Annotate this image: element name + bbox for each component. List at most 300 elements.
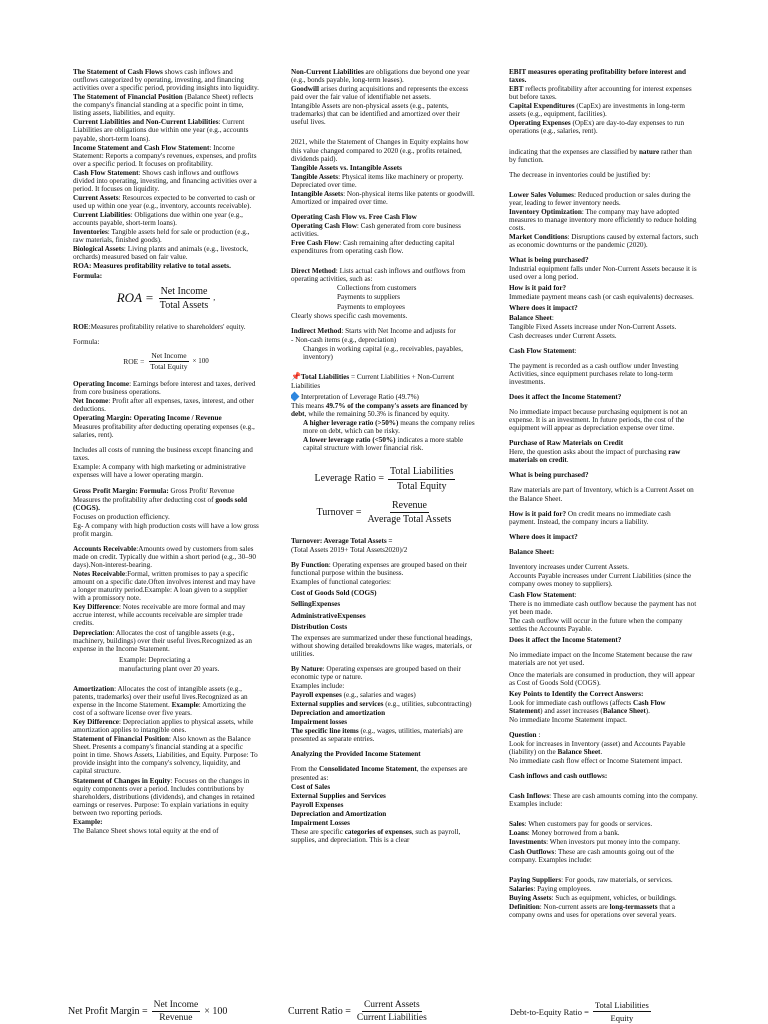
formula-tail: × 100 (192, 357, 209, 366)
text: means the company relies more on debt, which can be risky. (303, 419, 475, 436)
roa-formula (73, 286, 259, 311)
question-what-purchased: What is being purchased? (509, 256, 589, 265)
term: Cash Flow Statement (509, 698, 666, 715)
text: (e.g., salaries and wages) (341, 691, 416, 700)
tangible-vs-intangible-heading: Tangible Assets vs. Intangible Assets (291, 163, 402, 172)
text: (Balance Sheet) reflects the company's financial standing at a specific point in time, listing assets, liabilities, and equity. (73, 93, 254, 118)
term: Tangible Assets (291, 172, 339, 181)
formula-lhs: ROE = (123, 356, 145, 366)
raw-materials-intro (509, 448, 699, 464)
consolidated-item: Impairment Losses (291, 818, 350, 827)
fraction (366, 500, 454, 525)
text: : Money borrowed from a bank. (527, 829, 620, 838)
key-points-2: No immediate Income Statement impact. (509, 715, 627, 724)
term: categories of expenses (344, 827, 412, 836)
term: Payroll expenses (291, 691, 342, 700)
paragraph-indirect-method (291, 327, 479, 335)
paragraph-definition (509, 903, 699, 919)
formula-label: Formula: (73, 271, 103, 280)
term: Key Difference (73, 718, 119, 727)
paragraph-key-difference (73, 603, 259, 627)
answer-how-paid: Immediate payment means cash (or cash equivalents) decreases. (509, 293, 694, 302)
operating-margin-2: Includes all costs of running the business except financing and taxes. (73, 446, 253, 463)
text: : Disruptions caused by external factors, such as economic downturns or the pandemic (2020). (509, 233, 699, 250)
paragraph-net-income (73, 397, 259, 413)
direct-method-item: Collections from customers (337, 284, 417, 293)
term: Accounts Receivable (73, 544, 137, 553)
term: Total Liabilities (300, 372, 350, 381)
text: : Notes receivable are more formal and may accrue interest, while accounts receivable are simpler trade credits. (73, 603, 246, 628)
term: Key Difference (73, 603, 119, 612)
text: : These are cash amounts coming into the company. Examples include: (509, 792, 698, 809)
turnover-average-text: (Total Assets 2019+ Total Assets2020)/2 (291, 546, 408, 555)
term: Operating Expenses (509, 119, 571, 128)
question-where-impact: Where does it impact? (509, 304, 578, 313)
column-2 (291, 68, 479, 973)
by-function-examples: Examples of functional categories: (291, 578, 391, 587)
fraction (355, 1000, 429, 1023)
text: : Such as equipment, vehicles, or buildings. (551, 893, 677, 902)
text: = Current Liabilities + Non-Current Liabilities (291, 372, 455, 390)
formula-tail: × 100 (204, 1006, 228, 1017)
denominator: Total Equity (396, 480, 447, 492)
text: : Income Statement: Reports a company's revenues, expenses, and profits over a specific period. It focuses on profitability. (73, 143, 257, 168)
text: : Cash generated from core business activities. (291, 222, 461, 239)
term: Consolidated Income Statement (318, 765, 417, 774)
text: : Earnings before interest and taxes, derived from core business operations. (73, 379, 256, 396)
text: : Focuses on the changes in equity components over a period. Includes contributions by shareholders, distributions (dividends), and changes in retained earnings or reserves. Purpose: To explain variations in equity between two reporting periods. (73, 776, 255, 817)
term: Cash Flow Statement (509, 591, 575, 599)
question-item-1 (509, 740, 699, 756)
roe-heading (73, 323, 259, 331)
consolidated-intro (291, 765, 479, 781)
key-points-1 (509, 699, 699, 715)
paragraph-sfp (73, 735, 259, 775)
term: Non-Current Liabilities (291, 68, 364, 76)
question-how-paid-2 (509, 510, 699, 526)
leverage-ratio-formula (291, 466, 479, 491)
text: shows cash inflows and outflows categorized by operating, investing, and financing activities over a specific period, providing insights into liquidity. (73, 68, 259, 93)
by-nature-summary (291, 727, 479, 743)
term: Cash Inflows (509, 792, 550, 801)
text: : Living plants and animals (e.g., livestock, orchards) measured based on fair value. (73, 245, 249, 262)
term: Current Assets (73, 193, 119, 202)
paragraph-2021: 2021, while the Statement of Changes in Equity explains how this value changed compared to 2020 (e.g., profits retained, dividends paid). (291, 138, 469, 163)
numerator: Current Assets (363, 1000, 420, 1010)
turnover-formula (291, 500, 479, 525)
text: (e.g., utilities, subcontracting) (383, 700, 472, 709)
pin-icon: 📌 (291, 371, 301, 381)
text: : Resources expected to be converted to cash or used up within one year (e.g., inventory, accounts receivable). (73, 193, 256, 210)
balance-sheet-label: Balance Sheet: (509, 547, 555, 556)
term: By Nature (291, 664, 323, 673)
operating-margin-heading: Operating Margin: Operating Income / Revenue (73, 414, 222, 423)
consolidated-item: External Supplies and Services (291, 791, 386, 800)
debt-to-equity-formula (510, 1000, 651, 1023)
text: (CapEx) are investments in long-term assets (e.g., equipment, facilities). (509, 102, 685, 119)
answer-where-impact-2: Cash decreases under Current Assets. (509, 331, 617, 340)
text: : These are cash amounts going out of the company. Examples include: (509, 847, 674, 864)
answer-what-purchased: Industrial equipment falls under Non-Current Assets because it is used over a long period. (509, 265, 697, 282)
text: From the (291, 765, 319, 774)
raw-materials-heading: Purchase of Raw Materials on Credit (509, 439, 624, 448)
denominator: Current Liabilities (356, 1013, 427, 1023)
formula-lhs: ROA = (116, 289, 154, 305)
text: : Allocates the cost of tangible assets (e.g., machinery, buildings) over their useful lives.Recognized as an expense in the Income Statement. (73, 628, 252, 653)
question-income-statement-2: Does it affect the Income Statement? (509, 636, 622, 645)
term: 49.7% of the company's assets are financed by debt (291, 401, 468, 419)
paragraph-inventories (73, 228, 259, 244)
term: Loans (509, 829, 528, 838)
leverage-interpretation-3 (291, 436, 479, 452)
paragraph-ebt (509, 85, 699, 101)
term: Operating Cash Flow (291, 222, 357, 230)
outflow-item (509, 885, 699, 893)
term: Balance Sheet (509, 313, 552, 322)
text: : The company may have adopted measures to manage inventory more efficiently to reduce holding costs. (509, 207, 697, 232)
text: : Current Liabilities are obligations due within one year (e.g., accounts payable, short-term loans). (73, 118, 249, 143)
term: The specific line items (291, 727, 359, 736)
direct-method-item: Payments to employees (337, 302, 405, 311)
term: Statement of Financial Position (73, 735, 170, 744)
term: Balance Sheet (557, 748, 601, 756)
text: : (536, 730, 541, 739)
numerator: Total Liabilities (594, 1000, 649, 1010)
term: Statement of Changes in Equity (73, 776, 171, 785)
inflow-item (509, 820, 699, 828)
term: Intangible Assets (291, 189, 344, 198)
cash-flow-statement-label-2 (509, 591, 699, 599)
paragraph-sce (73, 777, 259, 817)
paragraph-current-liabilities (73, 118, 259, 142)
text: : For goods, raw materials, or services. (561, 875, 673, 884)
example-label: Example: (73, 817, 103, 826)
balance-sheet-item: Accounts Payable increases under Current Liabilities (since the company owes money to suppliers). (509, 571, 692, 588)
paragraph-inventory-optimization (509, 208, 699, 232)
gross-profit-margin-1 (73, 496, 259, 512)
numerator: Net Income (153, 1000, 199, 1010)
fraction (158, 286, 210, 311)
paragraph-intangible-assets: Intangible Assets are non-physical assets (e.g., patents, trademarks) that can be identified and amortized over their useful lives. (291, 102, 460, 127)
paragraph-tangible-assets (291, 173, 479, 189)
leverage-interpretation-1 (291, 402, 479, 418)
term: External supplies and services (291, 700, 384, 709)
term: Cash Outflows (509, 847, 555, 856)
text: : When customers pay for goods or services. (524, 820, 653, 829)
formula-lhs: Current Ratio = (288, 1006, 351, 1017)
term: How is it paid for? (509, 509, 567, 518)
text: , such as payroll, supplies, and depreciation. This is a clear (291, 827, 461, 844)
term: Free Cash Flow (291, 239, 340, 248)
text: :Measures profitability relative to shareholders' equity. (88, 322, 246, 331)
paragraph-opex (509, 119, 699, 135)
term: goods sold (COGS). (73, 495, 248, 512)
term: Indirect Method (291, 326, 342, 335)
text: (e.g., wages, utilities, materials) are presented as separate entries. (291, 727, 463, 744)
consolidated-item: Depreciation and Amortization (291, 809, 387, 818)
text: Here, the question asks about the impact of purchasing (509, 448, 669, 457)
operating-margin-3: Example: A company with high marketing or administrative expenses will have a lower operating margin. (73, 463, 246, 480)
cash-flow-statement-item: The cash outflow will occur in the future when the company settles the Accounts Payable. (509, 617, 683, 634)
term: A higher leverage ratio (>50%) (303, 419, 399, 428)
paragraph-notes-receivable (73, 570, 259, 602)
ebit-heading: EBIT measures operating profitability before interest and taxes. (509, 68, 687, 85)
text: : Shows cash inflows and outflows divided into operating, investing, and financing activities over a period. It focuses on liquidity. (73, 168, 257, 193)
text: are obligations due beyond one year (e.g., bonds payable, long-term leases). (291, 68, 470, 85)
roa-heading: ROA: Measures profitability relative to total assets. (73, 262, 231, 271)
roe-formula (73, 352, 259, 372)
text: Interpretation of Leverage Ratio (49.7%) (301, 392, 419, 401)
term: Example (171, 700, 199, 709)
consolidated-summary (291, 828, 479, 844)
example-text: The Balance Sheet shows total equity at the end of (73, 826, 219, 835)
term: Cash Flow Statement (73, 168, 139, 177)
term: The Statement of Cash Flows (73, 68, 163, 76)
direct-method-item: Payments to suppliers (337, 293, 401, 302)
paragraph-nature (509, 148, 699, 164)
question-income-statement: Does it affect the Income Statement? (509, 392, 622, 401)
paragraph-lower-sales (509, 191, 699, 207)
term: Inventories (73, 228, 108, 237)
term: Operating Income (73, 379, 130, 388)
inventory-decrease-intro: The decrease in inventories could be justified by: (509, 170, 651, 179)
column-3 (509, 68, 699, 973)
paragraph-total-liabilities (291, 373, 479, 390)
ocf-vs-fcf-heading: Operating Cash Flow vs. Free Cash Flow (291, 212, 417, 221)
paragraph-amortization (73, 685, 259, 717)
question-where-impact-2: Where does it impact? (509, 532, 578, 541)
paragraph-market-conditions (509, 233, 699, 249)
term: A lower leverage ratio (<50%) (303, 436, 396, 445)
text: : Depreciation applies to physical assets, while amortization applies to intangible ones. (73, 718, 254, 735)
term: Amortization (73, 684, 115, 693)
fraction (593, 1000, 651, 1023)
term: Question (509, 730, 537, 739)
question-item-2: No immediate cash flow effect or Income Statement impact. (509, 757, 683, 766)
by-nature-item: Depreciation and amortization (291, 709, 386, 718)
term: nature (638, 147, 660, 156)
term: Sales (509, 820, 525, 829)
denominator: Average Total Assets (367, 513, 452, 525)
text: : Lists actual cash inflows and outflows from operating activities, such as: (291, 267, 466, 284)
paragraph-by-function (291, 561, 479, 577)
text: : Reduced production or sales during the year, leading to fewer inventory needs. (509, 190, 691, 207)
term: Current Liabilities and Non-Current Liabilities (73, 118, 219, 127)
text: : Allocates the cost of intangible assets (e.g., patents, trademarks) over their useful lives.Recognized as an expense in the Income Statement. (73, 684, 248, 709)
fraction (148, 352, 189, 372)
column-1 (73, 68, 259, 973)
term: Biological Assets (73, 245, 124, 254)
net-profit-margin-formula (68, 1000, 227, 1023)
term: Notes Receivable (73, 570, 126, 579)
paragraph-current-liabilities-2 (73, 211, 259, 227)
text: : (574, 591, 577, 599)
text: This means (291, 401, 326, 410)
term: Cash Flow Statement (509, 346, 575, 355)
numerator: Revenue (390, 500, 429, 513)
gross-profit-margin-heading (73, 487, 259, 495)
depreciation-example-1: Example: Depreciating a (119, 655, 191, 664)
term: Balance Sheet (602, 706, 646, 715)
text: : Physical items like machinery or property. Depreciated over time. (291, 172, 464, 189)
text: : Also known as the Balance Sheet. Presents a company's financial standing at a specific point in time. Shows Assets, Liabilities, and Equity. Purpose: To provide insight into the company's solvency, liquidity, and capital structure. (73, 735, 258, 776)
question-how-paid: How is it paid for? (509, 284, 567, 293)
cash-flow-statement-text: The payment is recorded as a cash outflow under Investing Activities, since equipment purchases relate to long-term investments. (509, 361, 679, 386)
text: : Amortizing the cost of a software license over five years. (73, 700, 246, 718)
indirect-method-item: - Non-cash items (e.g., depreciation) (291, 335, 397, 344)
answer-income-statement: No immediate impact because purchasing equipment is not an expense. It is an investment. In future periods, the cost of the equipment will appear as depreciation expense over time. (509, 408, 688, 433)
term: Paying Suppliers (509, 875, 562, 884)
fraction (152, 1000, 201, 1023)
inflow-item (509, 838, 699, 846)
paragraph-capex (509, 102, 699, 118)
denominator: Total Equity (150, 362, 188, 372)
term: long-termassets (609, 902, 658, 911)
turnover-average-heading: Turnover: Average Total Assets = (291, 537, 393, 546)
leverage-interpretation-2 (291, 419, 479, 435)
paragraph-goodwill (291, 85, 479, 101)
question-label (509, 731, 699, 739)
blue-diamond-icon (291, 391, 299, 401)
paragraph-direct-method (291, 267, 479, 283)
by-function-item: Cost of Goods Sold (COGS) (291, 589, 377, 598)
text: Look for increases in Inventory (asset) and Accounts Payable (liability) on the (509, 739, 686, 756)
term: Investments (509, 838, 547, 847)
term: Goodwill (291, 85, 319, 94)
fraction (388, 466, 455, 491)
operating-margin-1: Measures profitability after deducting operating expenses (e.g., salaries, rent). (73, 423, 255, 440)
paragraph-income-cash (73, 144, 259, 168)
gross-profit-margin-2: Focuses on production efficiency. (73, 512, 170, 521)
cash-in-out-heading: Cash inflows and cash outflows: (509, 772, 608, 781)
denominator: Revenue (159, 1013, 193, 1023)
formula-lhs: Turnover = (316, 506, 362, 518)
numerator: Net Income (149, 352, 188, 362)
text: :Formal, written promises to pay a specific amount on a specific date.Often involves interest and may have a longer maturity period.Example: A loan given to a supplier with a promissory note. (73, 570, 256, 603)
answer-where-impact-1: Tangible Fixed Assets increase under Non-Current Assets. (509, 322, 677, 331)
text: On credit means no immediate cash payment. Instead, the company incurs a liability. (509, 509, 671, 526)
indirect-method-item: Changes in working capital (e.g., receivables, payables, inventory) (303, 344, 463, 361)
text: , the expenses are presented as: (291, 765, 468, 782)
by-function-item: SellingExpenses (291, 600, 341, 609)
term: Depreciation (73, 628, 113, 637)
direct-method-note: Clearly shows specific cash movements. (291, 311, 408, 320)
text: Measures the profitability after deducting cost of (73, 495, 216, 504)
formula-lhs: Debt-to-Equity Ratio = (510, 1006, 589, 1017)
paragraph-operating-cash-flow (291, 222, 479, 238)
answer-income-statement-2a: No immediate impact on the Income Statement because the raw materials are not yet used. (509, 651, 693, 668)
formula-label-2: Formula: (73, 338, 100, 346)
by-nature-examples: Examples include: (291, 681, 345, 690)
text: that a company owns and uses for operations over several years. (509, 902, 677, 919)
answer-income-statement-2b: Once the materials are consumed in production, they will appear as Cost of Goods Sold (COGS). (509, 670, 695, 687)
text: : Paying employees. (533, 884, 592, 893)
cash-flow-statement-item: There is no immediate cash outflow because the payment has not yet been made. (509, 600, 697, 617)
numerator: Total Liabilities (388, 466, 455, 479)
term: Net Income (73, 396, 109, 405)
text: : Non-current assets are (539, 902, 610, 911)
consolidated-item: Payroll Expenses (291, 800, 344, 809)
by-function-item: AdministrativeExpenses (291, 611, 366, 620)
text: ). (645, 706, 650, 715)
text: :Amounts owed by customers from sales made on credit. Typically due within a short period (e.g., 30–90 days).Non-interest-bearing. (73, 544, 256, 570)
formula-tail: , (213, 292, 216, 302)
text: : Starts with Net Income and adjusts for (341, 326, 456, 335)
text: ) and asset increases ( (540, 706, 603, 715)
text: Gross Profit/ Revenue (168, 486, 235, 495)
text: rather than by function. (509, 147, 692, 164)
inflow-item (509, 829, 699, 837)
paragraph-financial-position (73, 93, 259, 117)
term: raw materials on credit (509, 448, 681, 465)
paragraph-by-nature (291, 665, 479, 681)
by-function-item: Distribution Costs (291, 622, 348, 631)
by-nature-item: Impairment losses (291, 718, 348, 727)
term: Salaries (509, 884, 534, 893)
formula-lhs: Leverage Ratio = (314, 473, 385, 485)
term: By Function (291, 561, 329, 570)
text: , while the remaining 50.3% is financed by equity. (304, 410, 450, 419)
paragraph-depreciation (73, 629, 259, 653)
paragraph-cash-inflows (509, 792, 699, 808)
formula-lhs: Net Profit Margin = (68, 1006, 148, 1017)
text: . (600, 748, 603, 756)
paragraph-key-difference-2 (73, 718, 259, 734)
text: : (551, 313, 554, 322)
text: Look for immediate cash outflows (affects (509, 698, 634, 707)
paragraph-current-assets (73, 194, 259, 210)
text: : Operating expenses are grouped based on their functional purpose within the business. (291, 561, 468, 578)
text: reflects profitability after accounting for interest expenses but before taxes. (509, 85, 692, 102)
by-nature-item (291, 691, 479, 699)
outflow-item (509, 876, 699, 884)
paragraph-operating-income (73, 380, 259, 396)
term: ROE (73, 322, 89, 331)
text: : (574, 346, 577, 355)
term: Buying Assets (509, 893, 552, 902)
paragraph-cash-outflows (509, 848, 699, 864)
leverage-interpretation-heading (291, 393, 479, 401)
text: : When investors put money into the company. (546, 838, 681, 847)
term: Lower Sales Volumes (509, 190, 574, 199)
term: Income Statement and Cash Flow Statement (73, 143, 210, 152)
denominator: Total Assets (159, 299, 209, 311)
answer-balance-sheet (509, 314, 699, 322)
text: (OpEx) are day-to-day expenses to run operations (e.g., salaries, rent). (509, 119, 685, 136)
answer-what-purchased-2: Raw materials are part of Inventory, which is a Current Asset on the Balance Sheet. (509, 486, 694, 503)
text: arises during acquisitions and represents the excess paid over the fair value of identifiable net assets. (291, 85, 469, 102)
key-points-heading: Key Points to Identify the Correct Answers: (509, 689, 644, 698)
gross-profit-margin-3: Eg- A company with high production costs will have a low gross profit margin. (73, 521, 259, 538)
paragraph-accounts-receivable (73, 545, 259, 569)
numerator: Net Income (159, 286, 210, 299)
term: Capital Expenditures (509, 102, 575, 111)
term: Direct Method (291, 267, 336, 276)
text: indicating that the expenses are classified by (509, 147, 639, 156)
term: Current Liabilities (73, 211, 131, 220)
by-nature-item (291, 700, 479, 708)
paragraph-cash-flow-statement (73, 169, 259, 193)
text: These are specific (291, 827, 345, 836)
paragraph-biological-assets (73, 245, 259, 261)
paragraph-non-current-liabilities (291, 68, 479, 84)
text: : Cash remaining after deducting capital expenditures from operating cash flow. (291, 239, 455, 256)
text: : Profit after all expenses, taxes, interest, and other deductions. (73, 396, 254, 414)
text: . (566, 456, 569, 465)
paragraph-cash-flows (73, 68, 259, 92)
term: Gross Profit Margin: Formula: (73, 486, 169, 495)
paragraph-intangible-assets-2 (291, 190, 479, 206)
